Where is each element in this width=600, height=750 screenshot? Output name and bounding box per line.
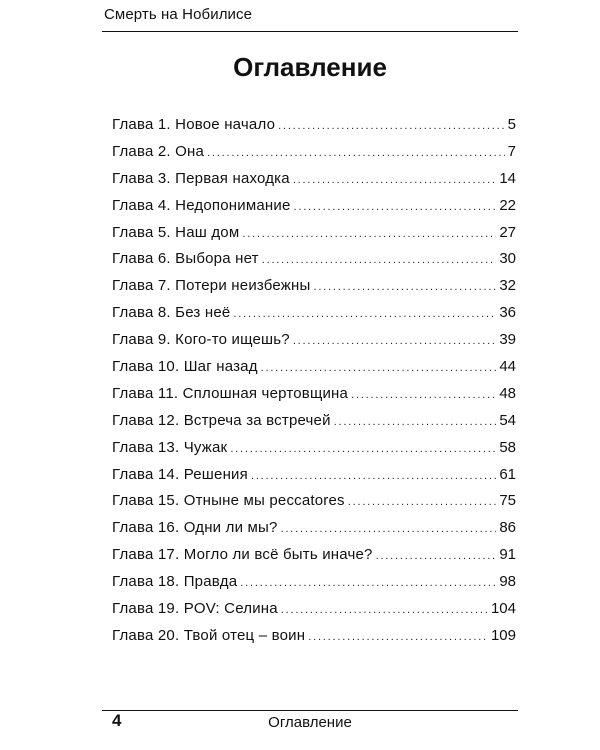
toc-entry-label: Глава 17. Могло ли всё быть иначе? (112, 546, 373, 564)
toc-entry-label: Глава 20. Твой отец – воин (112, 626, 306, 644)
running-footer-section: Оглавление (268, 714, 352, 731)
toc-entry (112, 193, 516, 220)
toc-dot-leader (251, 463, 496, 490)
toc-dot-leader (293, 167, 496, 194)
toc-entry-page: 98 (499, 573, 516, 591)
toc-entry-label: Глава 12. Встреча за встречей (112, 411, 331, 429)
toc-entry-label: Глава 3. Первая находка (112, 169, 290, 187)
toc-entry (112, 408, 516, 435)
toc-entry-label: Глава 18. Правда (112, 573, 238, 591)
toc-entry (112, 273, 516, 300)
toc-entry-page: 39 (499, 331, 516, 349)
toc-entry-label: Глава 15. Отныне мы peccatores (112, 492, 345, 510)
toc-dot-leader (261, 355, 497, 382)
toc-entry-page: 30 (499, 250, 516, 268)
toc-entry-page: 32 (499, 277, 516, 295)
toc-entry-page: 86 (499, 519, 516, 537)
toc-entry-label: Глава 6. Выбора нет (112, 250, 259, 268)
toc-entry (112, 354, 516, 381)
header-rule (102, 31, 518, 32)
toc-entry-page: 44 (499, 358, 516, 376)
toc-dot-leader (376, 543, 497, 570)
toc-entry (112, 166, 516, 193)
toc-dot-leader (278, 113, 505, 140)
toc-entry-page: 7 (507, 142, 516, 160)
toc-entry (112, 112, 516, 139)
toc-entry-page: 61 (499, 465, 516, 483)
toc-dot-leader (351, 382, 496, 409)
toc-entry (112, 435, 516, 462)
toc-entry-page: 36 (499, 304, 516, 322)
page-title: Оглавление (233, 52, 387, 82)
toc-dot-leader (207, 140, 505, 167)
toc-entry (112, 139, 516, 166)
toc-entry-label: Глава 5. Наш дом (112, 223, 240, 241)
table-of-contents (112, 112, 516, 650)
toc-entry-label: Глава 7. Потери неизбежны (112, 277, 311, 295)
toc-entry-label: Глава 10. Шаг назад (112, 358, 258, 376)
toc-dot-leader (308, 624, 488, 651)
toc-entry-label: Глава 1. Новое начало (112, 116, 276, 133)
page-number: 4 (112, 711, 122, 730)
toc-entry-label: Глава 19. POV: Селина (112, 600, 278, 618)
toc-entry-label: Глава 13. Чужак (112, 438, 228, 456)
toc-entry-page: 5 (507, 116, 516, 133)
toc-dot-leader (262, 247, 497, 274)
running-header-book-title: Смерть на Нобилисе (104, 6, 253, 23)
toc-entry (112, 327, 516, 354)
toc-entry-page: 48 (499, 384, 516, 402)
toc-entry (112, 515, 516, 542)
toc-entry-label: Глава 11. Сплошная чертовщина (112, 384, 349, 402)
toc-entry (112, 246, 516, 273)
toc-entry (112, 300, 516, 327)
toc-entry-page: 104 (490, 600, 516, 618)
toc-entry (112, 542, 516, 569)
toc-entry (112, 220, 516, 247)
toc-entry-page: 58 (499, 438, 516, 456)
footer-rule (102, 710, 518, 711)
toc-entry-label: Глава 16. Одни ли мы? (112, 519, 278, 537)
toc-entry (112, 623, 516, 650)
toc-entry-label: Глава 4. Недопонимание (112, 196, 291, 214)
toc-dot-leader (242, 221, 496, 248)
toc-entry-page: 27 (499, 223, 516, 241)
toc-entry-page: 75 (499, 492, 516, 510)
toc-entry-page: 54 (499, 411, 516, 429)
toc-dot-leader (281, 516, 497, 543)
toc-entry-label: Глава 8. Без неё (112, 304, 231, 322)
toc-dot-leader (233, 301, 496, 328)
toc-entry-page: 109 (490, 626, 516, 644)
toc-dot-leader (334, 409, 497, 436)
toc-dot-leader (293, 328, 496, 355)
toc-entry-page: 91 (499, 546, 516, 564)
toc-entry (112, 488, 516, 515)
toc-entry-page: 22 (499, 196, 516, 214)
toc-entry-label: Глава 9. Кого-то ищешь? (112, 331, 290, 349)
toc-dot-leader (294, 194, 497, 221)
toc-dot-leader (281, 597, 488, 624)
toc-entry (112, 462, 516, 489)
toc-entry (112, 596, 516, 623)
toc-entry-label: Глава 14. Решения (112, 465, 248, 483)
toc-entry (112, 569, 516, 596)
toc-dot-leader (348, 489, 497, 516)
toc-dot-leader (240, 570, 496, 597)
toc-dot-leader (230, 436, 496, 463)
toc-entry-label: Глава 2. Она (112, 142, 205, 160)
toc-entry (112, 381, 516, 408)
toc-entry-page: 14 (499, 169, 516, 187)
toc-dot-leader (314, 274, 497, 301)
